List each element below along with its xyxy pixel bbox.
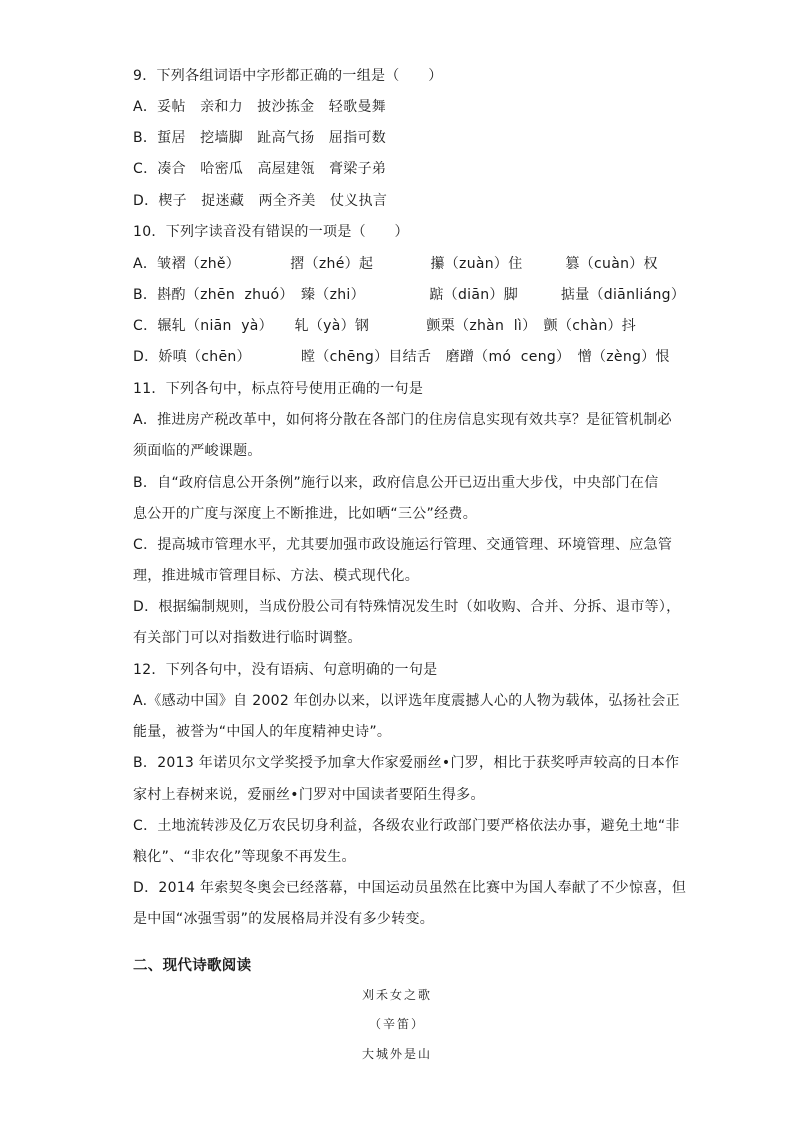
q9-stem: 9．下列各组词语中字形都正确的一组是（ ）	[133, 68, 443, 84]
q11-option-b-line1: B．自“政府信息公开条例”施行以来，政府信息公开已迈出重大步伐，中央部门在信	[133, 475, 659, 491]
q9-option-c: C．凑合 哈密瓜 高屋建瓴 膏梁子弟	[133, 161, 387, 177]
q12-option-c-line2: 粮化”、“非农化”等现象不再发生。	[133, 849, 356, 865]
poem-line: 大城外是山	[361, 1047, 432, 1061]
q11-option-c-line1: C．提高城市管理水平，尤其要加强市政设施运行管理、交通管理、环境管理、应急管	[133, 537, 673, 553]
q12-option-c-line1: C．土地流转涉及亿万农民切身利益，各级农业行政部门要严格依法办事，避免土地“非	[133, 818, 680, 834]
q12-option-a-line1: A.《感动中国》自 2002 年创办以来，以评选年度震撼人心的人物为载体，弘扬社会正	[133, 693, 680, 709]
poem-title: 刈禾女之歌	[361, 988, 432, 1002]
q11-option-d-line1: D．根据编制规则，当成份股公司有特殊情况发生时（如收购、合并、分拆、退市等），	[133, 599, 681, 615]
q12-option-d-line1: D．2014 年索契冬奥会已经落幕，中国运动员虽然在比赛中为国人奉献了不少惊喜，但	[133, 880, 687, 896]
q10-option-d: D．娇嗔（chēn） 瞠（chēng）目结舌 磨蹭（mó ceng） 憎（zèng）恨	[133, 349, 670, 365]
q11-stem: 11．下列各句中，标点符号使用正确的一句是	[133, 381, 424, 397]
q12-option-d-line2: 是中国“冰强雪弱”的发展格局并没有多少转变。	[133, 911, 435, 927]
q10-option-a: A．皱褶（zhě） 摺（zhé）起 攥（zuàn）住 篡（cuàn）权	[133, 256, 658, 272]
q12-option-b-line2: 家村上春树来说，爱丽丝•门罗对中国读者要陌生得多。	[133, 787, 485, 803]
q10-option-b: B．斟酌（zhēn zhuó） 臻（zhi） 踮（diān）脚 掂量（diānliáng）	[133, 287, 686, 303]
q11-option-d-line2: 有关部门可以对指数进行临时调整。	[133, 630, 362, 646]
q10-stem: 10．下列字读音没有错误的一项是（ ）	[133, 224, 409, 240]
q9-option-b: B．蜇居 挖墙脚 趾高气扬 屈指可数	[133, 130, 387, 146]
q11-option-a-line2: 须面临的严峻课题。	[133, 443, 262, 459]
q9-option-a: A．妥帖 亲和力 披沙拣金 轻歌曼舞	[133, 99, 386, 115]
q12-option-b-line1: B．2013 年诺贝尔文学奖授予加拿大作家爱丽丝•门罗，相比于获奖呼声较高的日本作	[133, 755, 680, 771]
q9-option-d: D．楔子 捉迷藏 两全齐美 仗义执言	[133, 193, 388, 209]
q12-stem: 12．下列各句中，没有语病、句意明确的一句是	[133, 662, 438, 678]
q12-option-a-line2: 能量，被誉为“中国人的年度精神史诗”。	[133, 724, 392, 740]
q11-option-b-line2: 息公开的广度与深度上不断推进，比如晒“三公”经费。	[133, 506, 478, 522]
q11-option-a-line1: A．推进房产税改革中，如何将分散在各部门的住房信息实现有效共享？是征管机制必	[133, 412, 672, 428]
q10-option-c: C．辗轧（niān yà） 轧（yà）钢 颤栗（zhàn lì） 颤（chàn）抖	[133, 318, 637, 334]
section-heading: 二、现代诗歌阅读	[133, 958, 252, 974]
poem-author: （辛笛）	[368, 1017, 425, 1031]
q11-option-c-line2: 理，推进城市管理目标、方法、模式现代化。	[133, 568, 419, 584]
